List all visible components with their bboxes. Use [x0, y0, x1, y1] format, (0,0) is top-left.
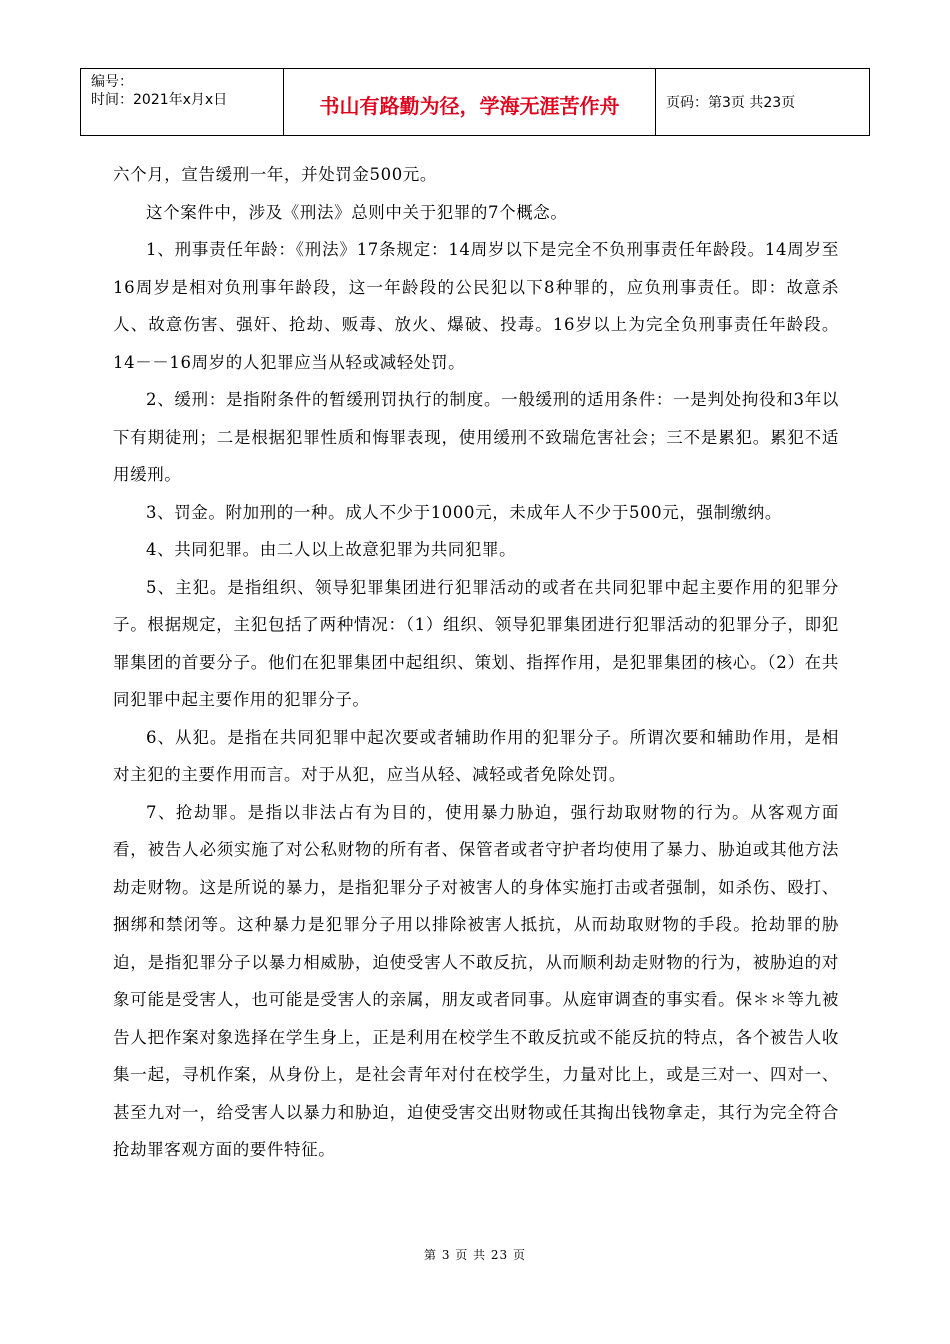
header-left-cell [81, 69, 284, 135]
page-footer: 第 3 页 共 23 页 [424, 1248, 526, 1262]
document-body [113, 156, 839, 1169]
paragraph: 六个月，宣告缓刑一年，并处罚金500元。 [113, 165, 437, 184]
paragraph: 6、从犯。是指在共同犯罪中起次要或者辅助作用的犯罪分子。所谓次要和辅助作用，是相对主犯的主要作用而言。对于从犯，应当从轻、减轻或者免除处罚。 [113, 727, 839, 784]
date-label: 时间：2021年x月x日 [91, 92, 228, 108]
paragraph: 1、刑事责任年龄：《刑法》17条规定：14周岁以下是完全不负刑事责任年龄段。14周岁至16周岁是相对负刑事年龄段，这一年龄段的公民犯以下8种罪的，应负刑事责任。即：故意杀人、故意伤害、强奸、抢劫、贩毒、放火、爆破、投毒。16岁以上为完全负刑事责任年龄段。14－－16周岁的人犯罪应当从轻或减轻处罚。 [113, 240, 839, 372]
paragraph: 7、抢劫罪。是指以非法占有为目的，使用暴力胁迫，强行劫取财物的行为。从客观方面看，被告人必须实施了对公私财物的所有者、保管者或者守护者均使用了暴力、胁迫或其他方法劫走财物。这是所说的暴力，是指犯罪分子对被害人的身体实施打击或者强制，如杀伤、殴打、捆绑和禁闭等。这种暴力是犯罪分子用以排除被害人抵抗，从而劫取财物的手段。抢劫罪的胁迫，是指犯罪分子以暴力相威胁，迫使受害人不敢反抗，从而顺利劫走财物的行为，被胁迫的对象可能是受害人，也可能是受害人的亲属，朋友或者同事。从庭审调查的事实看。保＊＊等九被告人把作案对象选择在学生身上，正是利用在校学生不敢反抗或不能反抗的特点，各个被告人收集一起，寻机作案，从身份上，是社会青年对付在校学生，力量对比上，或是三对一、四对一、甚至九对一，给受害人以暴力和胁迫，迫使受害交出财物或任其掏出钱物拿走，其行为完全符合抢劫罪客观方面的要件特征。 [113, 802, 839, 1159]
paragraph: 2、缓刑：是指附条件的暂缓刑罚执行的制度。一般缓刑的适用条件：一是判处拘役和3年以下有期徒刑；二是根据犯罪性质和悔罪表现，使用缓刑不致瑞危害社会；三不是累犯。累犯不适用缓刑。 [113, 390, 839, 484]
paragraph: 这个案件中，涉及《刑法》总则中关于犯罪的7个概念。 [146, 202, 568, 222]
page-info: 页码：第3页 共23页 [666, 95, 796, 111]
motto: 书山有路勤为径，学海无涯苦作舟 [284, 69, 656, 135]
paragraph: 5、主犯。是指组织、领导犯罪集团进行犯罪活动的或者在共同犯罪中起主要作用的犯罪分子。根据规定，主犯包括了两种情况：（1）组织、领导犯罪集团进行犯罪活动的犯罪分子，即犯罪集团的首要分子。他们在犯罪集团中起组织、策划、指挥作用，是犯罪集团的核心。（2）在共同犯罪中起主要作用的犯罪分子。 [113, 577, 839, 709]
paragraph: 4、共同犯罪。由二人以上故意犯罪为共同犯罪。 [146, 540, 517, 559]
header-table [80, 68, 870, 136]
paragraph: 3、罚金。附加刑的一种。成人不少于1000元，未成年人不少于500元，强制缴纳。 [146, 502, 782, 522]
number-label: 编号： [91, 74, 133, 90]
